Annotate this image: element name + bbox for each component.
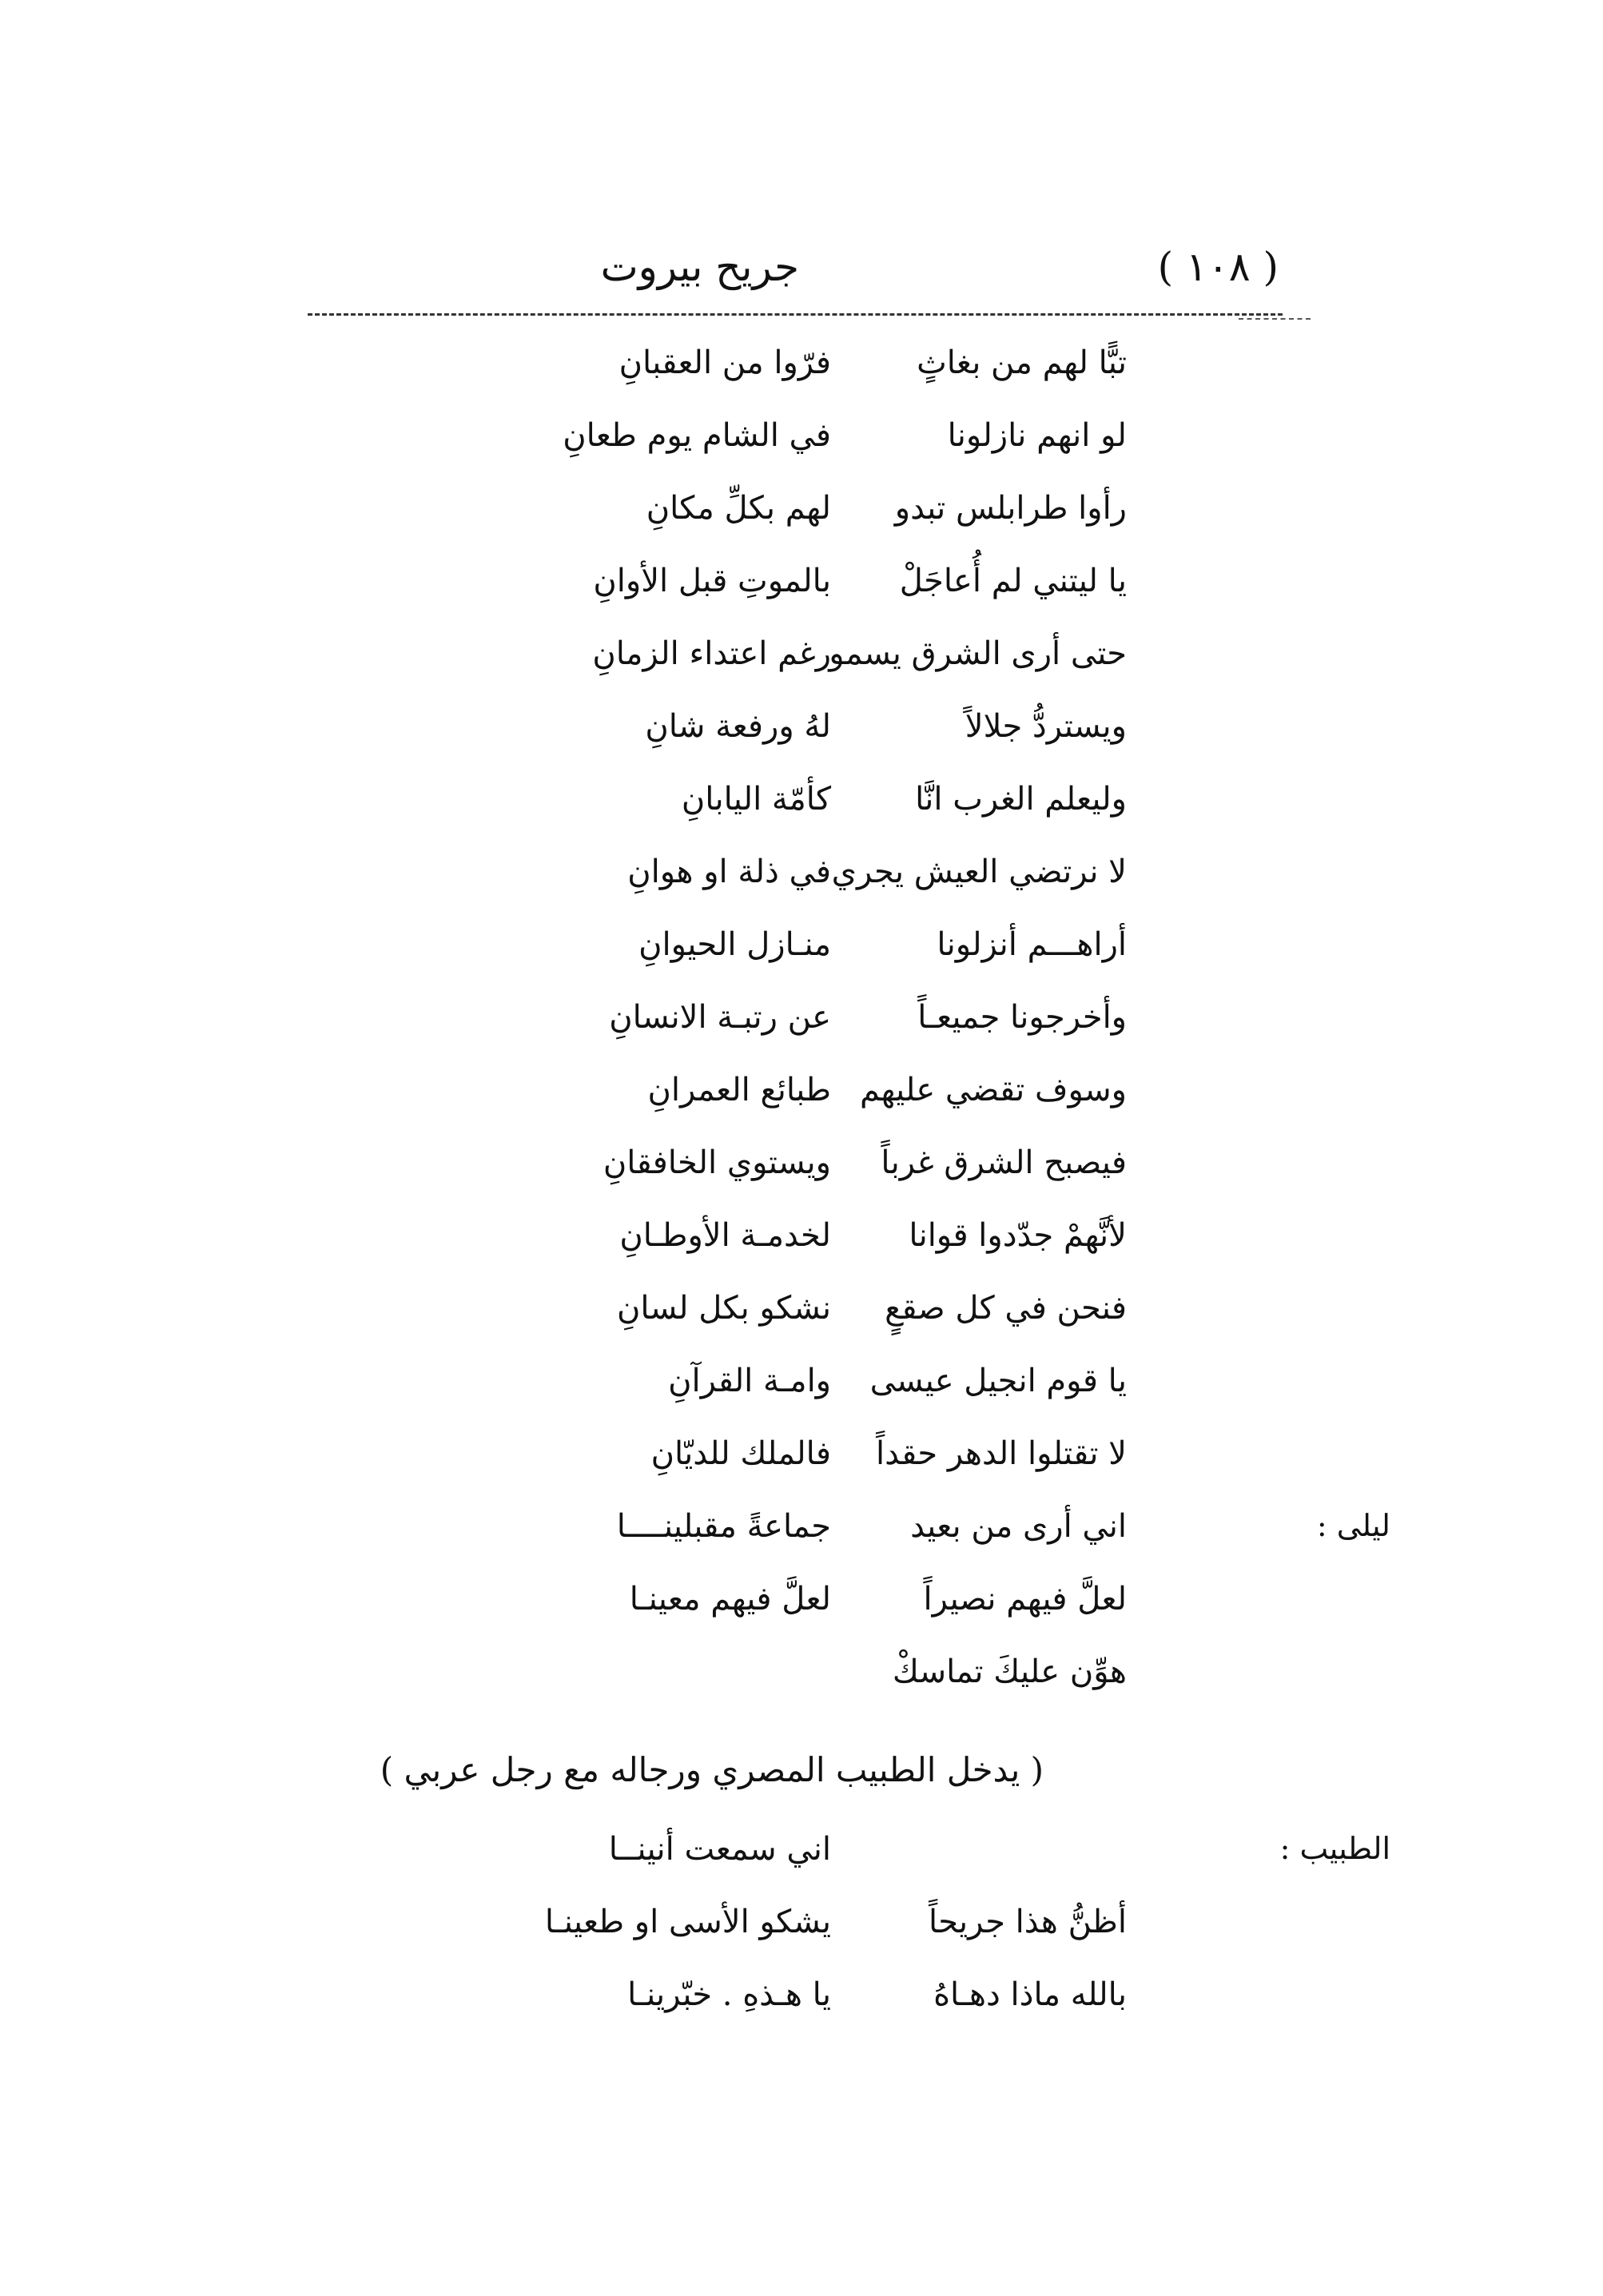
second-hemistich: لهم بكلِّ مكانِ (646, 490, 831, 527)
verse-line (447, 703, 1303, 776)
first-hemistich: رأوا طرابلس تبدو (894, 490, 1127, 527)
speaker-name: ليلى : (1316, 1508, 1390, 1543)
first-hemistich: فيصبح الشرق غرباً (881, 1144, 1127, 1181)
verse-line (447, 1431, 1303, 1503)
second-hemistich: فالملك للديّانِ (650, 1435, 831, 1472)
verse-line (447, 1899, 1303, 1972)
second-hemistich: اني سمعت أنينــا (608, 1831, 831, 1868)
second-hemistich: في ذلة او هوانِ (627, 854, 831, 890)
page-header (304, 244, 1279, 308)
header-rule (308, 313, 1283, 316)
speaker-name: الطبيب : (1279, 1831, 1390, 1866)
verse-line (447, 558, 1303, 631)
verse-line (447, 994, 1303, 1067)
first-hemistich: هوِّن عليكَ تماسكْ (892, 1653, 1127, 1690)
stage-direction: ( يدخل الطبيب المصري ورجاله مع رجل عربي ) (380, 1750, 1044, 1789)
first-hemistich: أظنُّ هذا جريحاً (929, 1904, 1127, 1940)
first-hemistich: وسوف تقضي عليهم (859, 1072, 1127, 1108)
first-hemistich: وليعلم الغرب انَّا (915, 781, 1127, 818)
second-hemistich: نشكو بكل لسانِ (617, 1290, 831, 1327)
verse-line (447, 1972, 1303, 2044)
first-hemistich: يا ليتني لم أُعاجَلْ (899, 563, 1127, 599)
first-hemistich: حتى أرى الشرق يسمو (829, 635, 1127, 672)
second-hemistich: يا هـذهِ . خبّرينـا (627, 1976, 831, 2013)
second-hemistich: كأمّة اليابانِ (681, 781, 831, 818)
verse-line (447, 1358, 1303, 1431)
verse-line (447, 1576, 1303, 1649)
second-hemistich: بالموتِ قبل الأوانِ (593, 563, 831, 599)
page-number: ( ١٠٨ ) (1157, 244, 1279, 290)
verse-line (447, 921, 1303, 994)
verse-line (447, 1649, 1303, 1721)
verse-line (447, 1285, 1303, 1358)
running-title: جريح بيروت (600, 244, 799, 290)
second-hemistich: يشكو الأسى او طعينـا (544, 1904, 831, 1940)
first-hemistich: لعلَّ فيهم نصيراً (923, 1581, 1127, 1618)
second-hemistich: لخدمـة الأوطـانِ (619, 1217, 831, 1254)
poem-verses (447, 340, 1390, 1721)
first-hemistich: لا نرتضي العيش يجري (831, 854, 1127, 890)
first-hemistich: بالله ماذا دهـاهُ (933, 1976, 1127, 2013)
first-hemistich: فنحن في كل صقعٍ (885, 1290, 1127, 1327)
verse-line (447, 1067, 1303, 1140)
doctor-verses (447, 1826, 1390, 2044)
header-rule-tail (1239, 318, 1311, 320)
second-hemistich: رغم اعتداء الزمانِ (592, 635, 831, 672)
first-hemistich: لا تقتلوا الدهر حقداً (876, 1435, 1127, 1472)
first-hemistich: لو انهم نازلونا (947, 417, 1127, 454)
verse-line (447, 1826, 1390, 1899)
first-hemistich: أراهـــم أنزلونا (937, 926, 1127, 963)
verse-line (447, 485, 1303, 558)
verse-line (447, 340, 1303, 412)
verse-line (447, 849, 1303, 921)
first-hemistich: اني أرى من بعيد (910, 1508, 1127, 1545)
first-hemistich: لأنَّهمْ جدّدوا قوانا (909, 1217, 1127, 1254)
second-hemistich: لعلَّ فيهم معينـا (629, 1581, 831, 1618)
second-hemistich: ويستوي الخافقانِ (603, 1144, 831, 1181)
verse-line (447, 412, 1303, 485)
first-hemistich: يا قوم انجيل عيسى (869, 1363, 1127, 1399)
verse-line (447, 776, 1303, 849)
first-hemistich: تبًّا لهم من بغاثٍ (917, 344, 1127, 381)
second-hemistich: عن رتبـة الانسانِ (609, 999, 831, 1036)
second-hemistich: وامـة القرآنِ (668, 1363, 831, 1399)
verse-line (447, 1140, 1303, 1212)
second-hemistich: طبائع العمرانِ (647, 1072, 831, 1108)
second-hemistich: في الشام يوم طعانِ (563, 417, 831, 454)
second-hemistich: لهُ ورفعة شانِ (645, 708, 831, 745)
second-hemistich: منـازل الحيوانِ (638, 926, 831, 963)
second-hemistich: جماعةً مقبلينــــا (616, 1508, 831, 1545)
verse-line (447, 1503, 1390, 1576)
verse-line (447, 631, 1303, 703)
second-hemistich: فرّوا من العقبانِ (619, 344, 831, 381)
verse-line (447, 1212, 1303, 1285)
first-hemistich: وأخرجونا جميعـاً (917, 999, 1127, 1036)
first-hemistich: ويستردُّ جلالاً (965, 708, 1127, 745)
